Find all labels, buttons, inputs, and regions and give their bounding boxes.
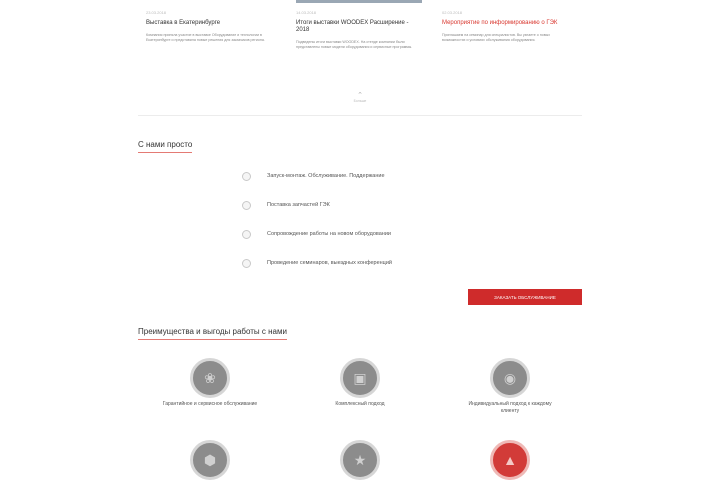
news-card[interactable] [296, 0, 422, 50]
service-label: Сопровождение работы на новом оборудовании [267, 231, 391, 237]
award-icon: ❀ [190, 358, 230, 398]
news-date: 23.03.2018 [146, 10, 167, 15]
advantage-item [160, 358, 260, 408]
toolbox-icon: ▣ [340, 358, 380, 398]
news-thumbnail [296, 0, 422, 3]
order-service-button[interactable]: ЗАКАЗАТЬ ОБСЛУЖИВАНИЕ [468, 289, 582, 305]
advantage-item [310, 358, 410, 408]
news-card[interactable] [442, 0, 568, 43]
advantage-item [310, 440, 410, 480]
service-item[interactable] [242, 169, 385, 183]
service-label: Поставка запчастей ГЭК [267, 202, 330, 208]
chevron-up-icon: ⌃ [357, 92, 363, 99]
advantage-item [160, 440, 260, 480]
circle-bullet-icon [242, 201, 251, 210]
news-date: 02.03.2018 [442, 10, 463, 15]
advantage-item [460, 440, 560, 480]
news-excerpt: Компания приняла участие в выставке Оборудование и технологии в Екатеринбурге и представила новые решения для заказчиков региона. [146, 33, 265, 43]
news-excerpt: Подведены итоги выставки WOODEX. На стенде компании были представлены новые модели оборудования и сервисные программы. [296, 40, 413, 50]
news-title[interactable]: Мероприятие по информированию о ГЭК [442, 20, 558, 26]
badge-icon: ⬢ [190, 440, 230, 480]
chart-icon: ▲ [490, 440, 530, 480]
star-icon: ★ [340, 440, 380, 480]
circle-bullet-icon [242, 172, 251, 181]
service-label: Запуск-монтаж. Обслуживание. Поддержание [267, 173, 385, 179]
news-list [138, 0, 582, 86]
news-card[interactable] [146, 0, 272, 43]
more-news-button[interactable] [348, 92, 372, 103]
user-icon: ◉ [490, 358, 530, 398]
advantages-title: Преимущества и выгоды работы с нами [138, 327, 287, 340]
circle-bullet-icon [242, 259, 251, 268]
service-item[interactable] [242, 256, 392, 270]
circle-bullet-icon [242, 230, 251, 239]
advantage-item [460, 358, 560, 415]
advantage-label: Гарантийное и сервисное обслуживание [162, 401, 258, 407]
section-divider [138, 115, 582, 116]
service-item[interactable] [242, 198, 330, 212]
news-excerpt: Приглашаем на семинар для специалистов. Вы узнаете о новых возможностях и условиях обслуживания оборудования. [442, 33, 551, 43]
advantage-label: Индивидуальный подход к каждому клиенту [468, 401, 552, 414]
services-title: С нами просто [138, 140, 192, 153]
service-label: Проведение семинаров, выездных конференций [267, 260, 392, 266]
advantage-label: Комплексный подход [335, 401, 385, 407]
more-news-label: Больше [353, 99, 367, 103]
news-title[interactable]: Выставка в Екатеринбурге [146, 20, 221, 26]
news-title[interactable]: Итоги выставки WOODEX Расширение - 2018 [296, 20, 409, 33]
news-date: 14.03.2018 [296, 10, 317, 15]
service-item[interactable] [242, 227, 391, 241]
